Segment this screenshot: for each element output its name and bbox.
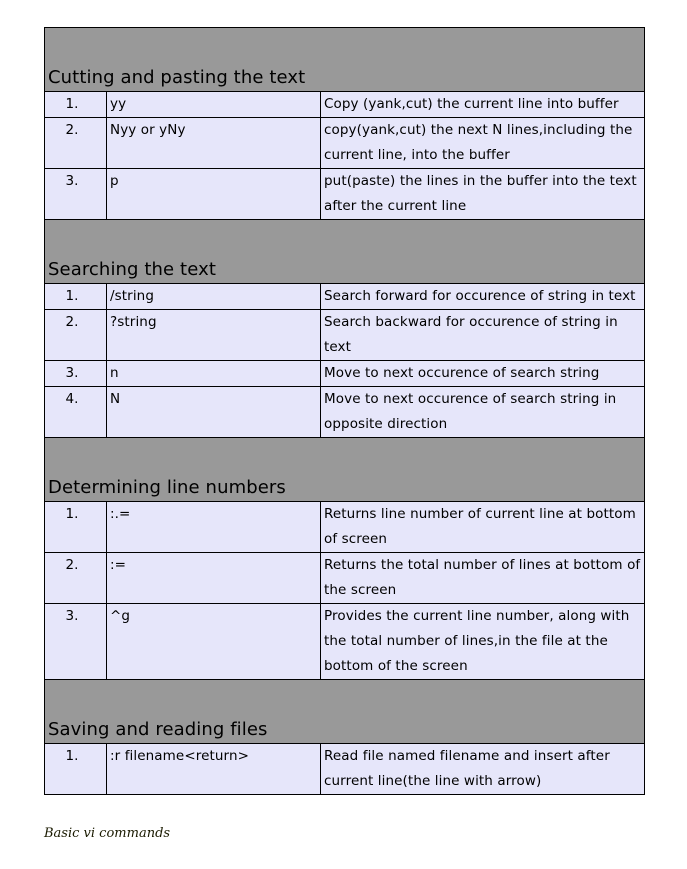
command-cell: :=	[107, 553, 321, 604]
command-cell: p	[107, 169, 321, 220]
command-cell: :r filename<return>	[107, 744, 321, 795]
row-number: 3.	[45, 361, 107, 387]
section-header-row	[45, 28, 645, 92]
description-cell: Returns the total number of lines at bottom of the screen	[321, 553, 645, 604]
description-cell: Search backward for occurence of string in text	[321, 310, 645, 361]
row-number: 4.	[45, 387, 107, 438]
description-cell: Search forward for occurence of string in text	[321, 284, 645, 310]
command-cell: Nyy or yNy	[107, 118, 321, 169]
command-cell: ^g	[107, 604, 321, 680]
command-cell: ?string	[107, 310, 321, 361]
table-row	[45, 387, 645, 438]
document-body	[44, 27, 644, 795]
table-row	[45, 604, 645, 680]
description-cell: Returns line number of current line at bottom of screen	[321, 502, 645, 553]
table-row	[45, 310, 645, 361]
row-number: 2.	[45, 553, 107, 604]
description-cell: Provides the current line number, along with the total number of lines,in the file at the bottom of the screen	[321, 604, 645, 680]
command-cell: n	[107, 361, 321, 387]
table-row	[45, 92, 645, 118]
row-number: 3.	[45, 169, 107, 220]
table-row	[45, 118, 645, 169]
description-cell: Move to next occurence of search string in opposite direction	[321, 387, 645, 438]
row-number: 1.	[45, 284, 107, 310]
commands-table-body	[45, 28, 645, 795]
table-row	[45, 284, 645, 310]
row-number: 1.	[45, 502, 107, 553]
table-row	[45, 169, 645, 220]
section-title: Cutting and pasting the text	[45, 28, 645, 92]
section-header-row	[45, 680, 645, 744]
row-number: 1.	[45, 92, 107, 118]
row-number: 2.	[45, 310, 107, 361]
table-row	[45, 744, 645, 795]
section-header-row	[45, 220, 645, 284]
description-cell: copy(yank,cut) the next N lines,including the current line, into the buffer	[321, 118, 645, 169]
command-cell: /string	[107, 284, 321, 310]
row-number: 3.	[45, 604, 107, 680]
description-cell: Read file named filename and insert after current line(the line with arrow)	[321, 744, 645, 795]
row-number: 2.	[45, 118, 107, 169]
section-title: Determining line numbers	[45, 438, 645, 502]
table-row	[45, 553, 645, 604]
section-title: Searching the text	[45, 220, 645, 284]
command-cell: N	[107, 387, 321, 438]
commands-table	[44, 27, 645, 795]
section-header-row	[45, 438, 645, 502]
description-cell: put(paste) the lines in the buffer into the text after the current line	[321, 169, 645, 220]
table-row	[45, 361, 645, 387]
figure-caption: Basic vi commands	[44, 826, 171, 841]
table-row	[45, 502, 645, 553]
command-cell: :.=	[107, 502, 321, 553]
command-cell: yy	[107, 92, 321, 118]
section-title: Saving and reading files	[45, 680, 645, 744]
description-cell: Copy (yank,cut) the current line into buffer	[321, 92, 645, 118]
description-cell: Move to next occurence of search string	[321, 361, 645, 387]
row-number: 1.	[45, 744, 107, 795]
